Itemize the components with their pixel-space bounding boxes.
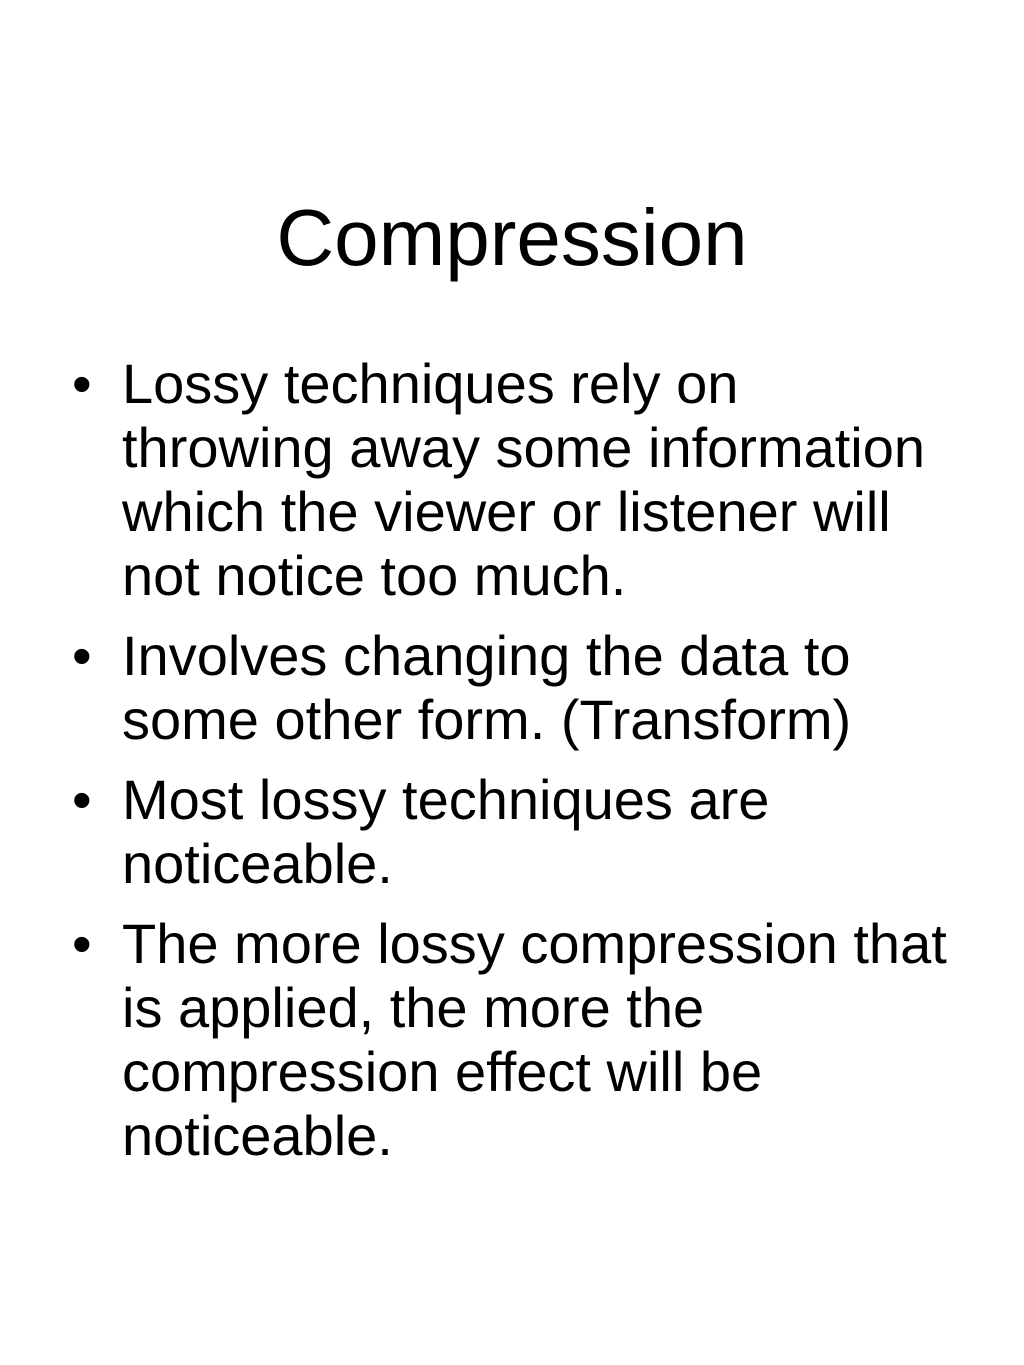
bullet-icon: • [72, 624, 92, 687]
bullet-item [72, 352, 952, 608]
bullet-icon: • [72, 352, 92, 415]
bullet-item [72, 624, 952, 752]
bullet-list [72, 352, 952, 1168]
bullet-text: The more lossy compression that is applied, the more the compression effect will be noticeable. [122, 912, 947, 1167]
bullet-text: Involves changing the data to some other form. (Transform) [122, 624, 852, 751]
bullet-item [72, 912, 952, 1168]
bullet-text: Lossy techniques rely on throwing away some information which the viewer or listener will not notice too much. [122, 352, 926, 607]
bullet-icon: • [72, 768, 92, 831]
bullet-icon: • [72, 912, 92, 975]
bullet-text: Most lossy techniques are noticeable. [122, 768, 770, 895]
slide-title: Compression [276, 193, 748, 282]
bullet-item [72, 768, 952, 896]
